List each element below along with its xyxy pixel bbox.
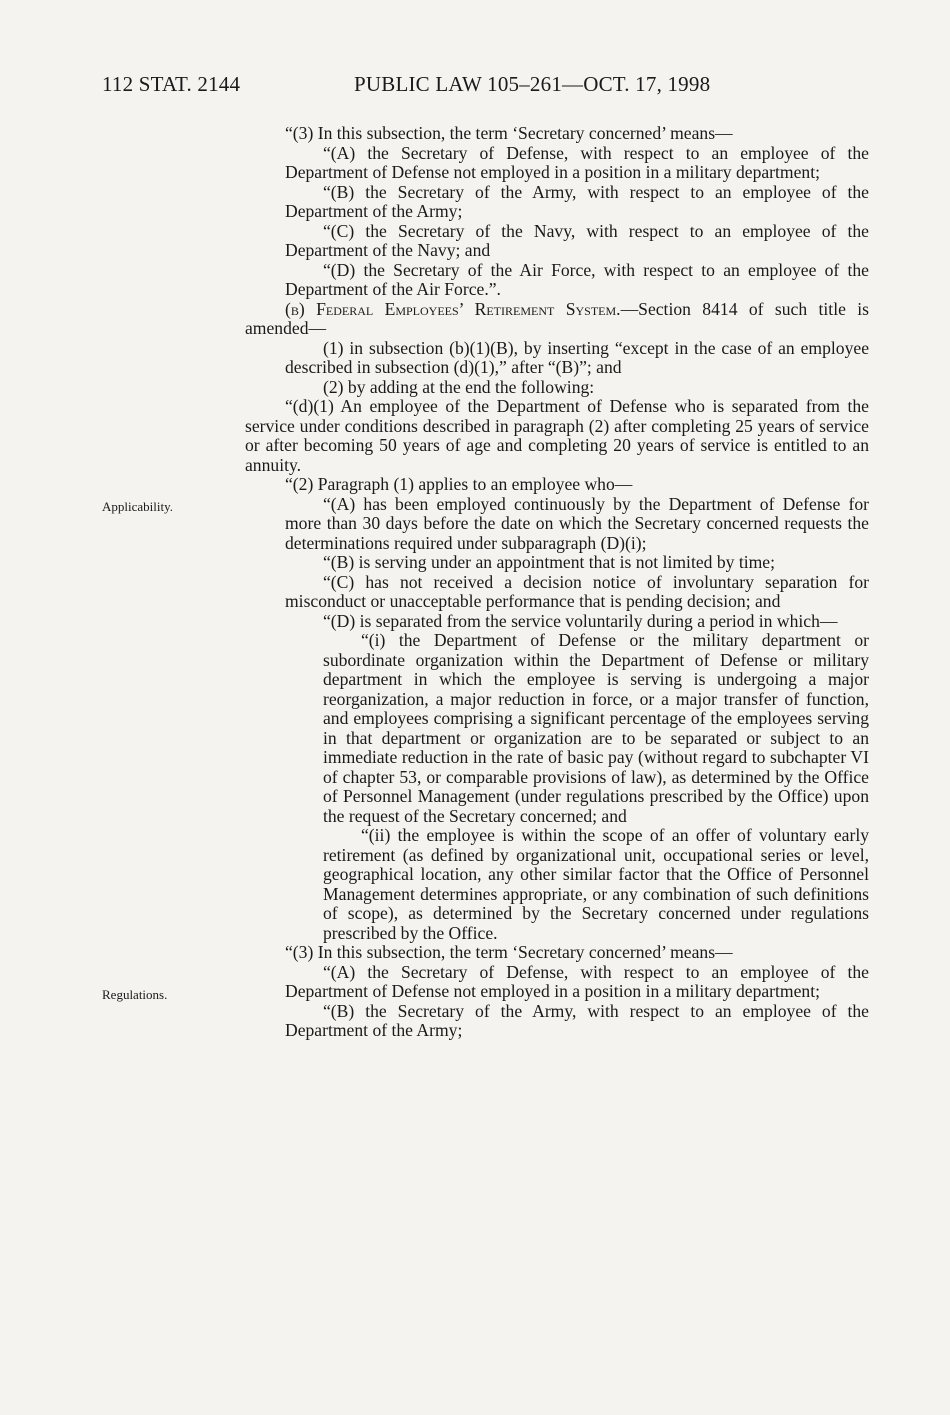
paragraph: “(B) the Secretary of the Army, with respect to an employee of the Department of the Army; xyxy=(285,1000,869,1040)
paragraph: “(A) the Secretary of Defense, with respect to an employee of the Department of Defense not employed in a position in a military department; xyxy=(285,142,869,182)
paragraph: “(A) has been employed continuously by the Department of Defense for more than 30 days before the date on which the Secretary concerned requests the determinations required under subparagraph (D)(i); xyxy=(285,493,869,553)
running-header-title: PUBLIC LAW 105–261—OCT. 17, 1998 xyxy=(354,72,711,96)
paragraph: “(i) the Department of Defense or the military department or subordinate organization within the Department of Defense or military department in which the employee is serving is undergoing a major reorganization, a major reduction in force, or a major transfer of function, and employees comprising a significant percentage of the employees serving in that department or organization are to be separated or subject to an immediate reduction in the rate of basic pay (without regard to subchapter VI of chapter 53, or comparable provisions of law), as determined by the Office of Personnel Management (under regulations prescribed by the Office) upon the request of the Secretary concerned; and xyxy=(323,630,869,826)
section-heading: (b) Federal Employees’ Retirement System. xyxy=(285,298,621,319)
statute-page-reference: 112 STAT. 2144 xyxy=(102,72,241,96)
paragraph: (1) in subsection (b)(1)(B), by inserting “except in the case of an employee described in subsection (d)(1),” after “(B)”; and xyxy=(285,337,869,377)
paragraph: “(B) the Secretary of the Army, with respect to an employee of the Department of the Army; xyxy=(285,181,869,221)
paragraph: “(A) the Secretary of Defense, with respect to an employee of the Department of Defense not employed in a position in a military department; xyxy=(285,961,869,1001)
body-text xyxy=(245,124,869,1041)
paragraph: (2) by adding at the end the following: xyxy=(323,376,595,397)
paragraph: “(D) the Secretary of the Air Force, with respect to an employee of the Department of the Air Force.”. xyxy=(285,259,869,299)
section-paragraph xyxy=(245,300,869,339)
paragraph: “(ii) the employee is within the scope of an offer of voluntary early retirement (as defined by organizational unit, occupational series or level, geographical location, any other similar factor that the Office of Personnel Management determines appropriate, or any combination of such definitions of scope), as determined by the Secretary concerned under regulations prescribed by the Office. xyxy=(323,825,869,943)
paragraph: “(2) Paragraph (1) applies to an employee who— xyxy=(285,474,633,494)
paragraph: “(3) In this subsection, the term ‘Secretary concerned’ means— xyxy=(285,942,733,962)
paragraph: “(C) the Secretary of the Navy, with respect to an employee of the Department of the Navy; and xyxy=(285,220,869,260)
paragraph: “(C) has not received a decision notice of involuntary separation for misconduct or unacceptable performance that is pending decision; and xyxy=(285,571,869,611)
paragraph: “(B) is serving under an appointment that is not limited by time; xyxy=(323,552,775,572)
margin-note-regulations: Regulations. xyxy=(102,987,168,1002)
margin-note-applicability: Applicability. xyxy=(102,499,174,514)
section-text: —Section 8414 of such title is amended— xyxy=(245,298,869,338)
paragraph: “(d)(1) An employee of the Department of Defense who is separated from the service under conditions described in paragraph (2) after completing 25 years of service or after becoming 50 years of age and completing 20 years of service is entitled to an annuity. xyxy=(245,396,869,475)
paragraph: “(D) is separated from the service voluntarily during a period in which— xyxy=(323,610,838,631)
paragraph: “(3) In this subsection, the term ‘Secretary concerned’ means— xyxy=(285,123,733,143)
